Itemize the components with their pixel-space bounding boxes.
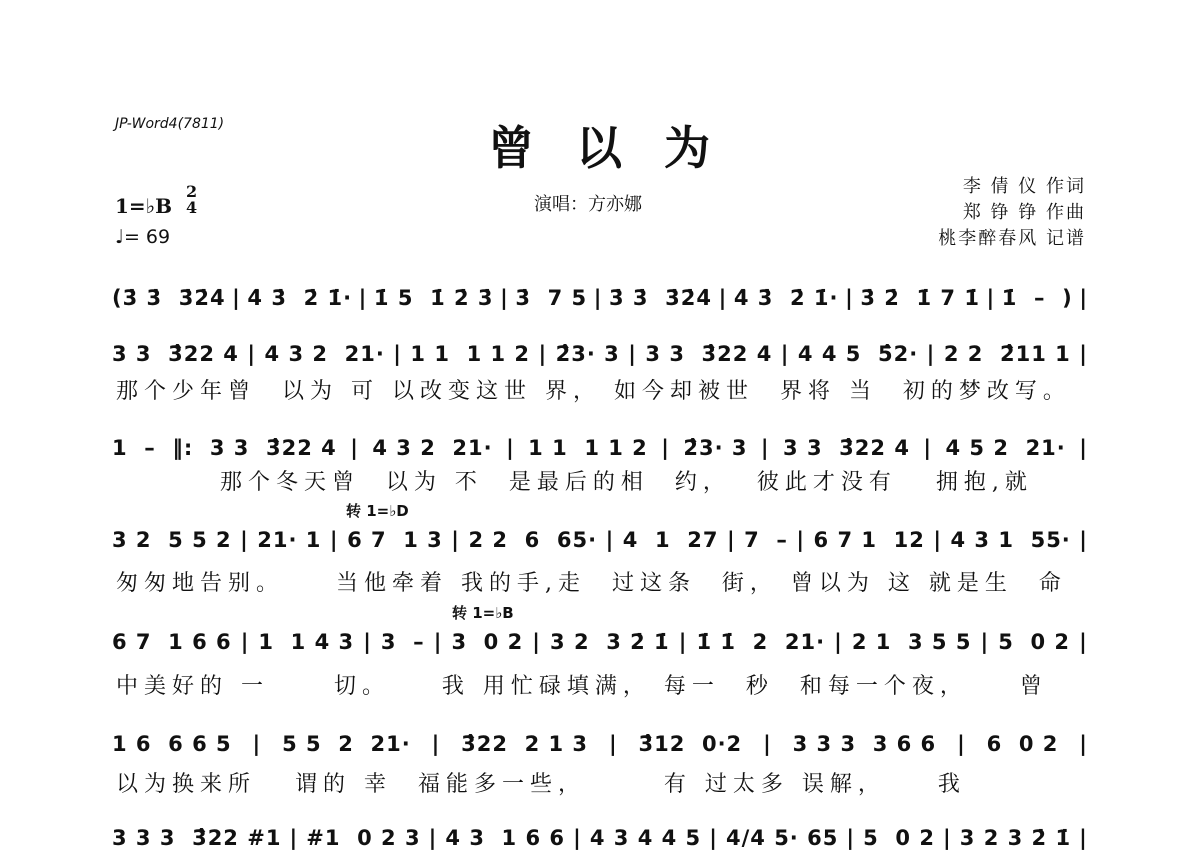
composer-credit: 郑 铮 铮 作曲 [962,202,1086,223]
credits-block [938,174,1086,252]
barline: | [709,826,718,850]
notation-line [112,732,1088,756]
measure: 4 1 27 [622,528,719,552]
measure: 3̇ 7 5 [515,286,588,310]
barline: | [428,826,438,850]
measure: 6 7 1 3 [347,528,443,552]
barline: | [986,286,996,310]
barline: | [943,826,952,850]
singer-label: 演唱：方亦娜 [534,194,642,215]
barline: | [763,732,772,756]
barline: | [608,732,618,756]
barline: | [451,528,460,552]
barline: | [1079,528,1088,552]
notation-line [112,826,1088,850]
barline: | [532,630,541,654]
barline: | [350,436,359,460]
measure: 7 – [744,528,788,552]
modulation-mark: 转 1=♭D [346,502,409,520]
measure: 2 2 2̂11 1 [943,342,1071,366]
barline: | [957,732,966,756]
barline: | [506,436,515,460]
measure: 2 2 6 65· [468,528,598,552]
lyric-line: 以为换来所 谓的 幸 福能多一些， 有 过太多 误解， 我 [116,772,966,797]
notation-line [112,342,1088,366]
measure: 2̂3· 3 [683,436,748,460]
barline: | [718,286,728,310]
song-title: 曾以为 [488,121,752,175]
measure: 6 0 2 [986,732,1059,756]
barline: | [431,732,441,756]
barline: | [393,342,402,366]
barline: | [846,826,856,850]
measure: 1 1 4 3 [258,630,355,654]
measure: 3̇ 3̇ 3̇2̇4̇ [608,286,712,310]
barline: | [1079,732,1088,756]
barline: | [363,630,372,654]
measure: 2̂3· 3 [555,342,620,366]
measure: 3 2 3 2̇ 1̇ [550,630,670,654]
measure: 4 3 2 21· [264,342,385,366]
measure: 1 1 1 1 2 [410,342,531,366]
barline: | [252,732,262,756]
source-label: JP-Word4(7811) [115,116,225,132]
barline: | [678,630,688,654]
measure: 3 2 3 2̇ 1̇ [959,826,1072,850]
barline: | [1079,286,1088,310]
measure: 1̇ 1̇ 2 21· [696,630,826,654]
barline: | [661,436,670,460]
time-signature [186,184,197,216]
barline: | [923,436,933,460]
measure: 1̇ – ) [1001,286,1073,310]
barline: | [538,342,548,366]
barline: | [289,826,299,850]
measure: 6 7 1 6 6 [112,630,232,654]
transcriber-credit: 桃李醉春风 记谱 [938,228,1086,249]
measure: 5 5 2 21· [282,732,411,756]
key-signature: 1=♭B [115,194,173,218]
barline: | [1079,630,1088,654]
measure: 4 4 5 5̂2· [797,342,919,366]
measure: 4 3 2 21· [372,436,493,460]
barline: | [247,342,257,366]
measure: (3̇ 3̇ 3̇2̇4̇ [112,286,226,310]
time-denominator: 4 [186,198,198,217]
lyricist-credit: 李 倩 仪 作词 [962,176,1086,197]
measure: 1 – ‖: 3 3 3̂22 4 [112,436,337,460]
modulation-mark: 转 1=♭B [452,604,514,622]
lyric-line: 那个少年曾 以为 可 以改变这世 界， 如今却被世 界将 当 初的梦改写。 [116,379,1071,404]
lyric-line: 匆匆地告别。 当他牵着 我的手,走 过这条 街， 曾以为 这 就是生 命 [116,571,1067,596]
measure: 5 0 2 [998,630,1071,654]
measure: 3̂22 2 1 3 [461,732,589,756]
barline: | [1079,436,1088,460]
notation-line [112,630,1088,654]
measure: 3 3 3 3 6 6 [792,732,937,756]
measure: 4 5 2 21· [945,436,1066,460]
measure: 3̇ 2̇ 1̇ 7 1̇ [860,286,980,310]
barline: | [726,528,736,552]
barline: | [605,528,615,552]
measure: 6 7 1 12 [813,528,925,552]
measure: 4̇ 3̇ 2̇ 1̇· [247,286,353,310]
barline: | [628,342,637,366]
measure: 3 3 3̂22 4 [783,436,910,460]
measure: 3 – [380,630,425,654]
barline: | [1079,826,1088,850]
measure: 3 3 3 3̂22 #1 [112,826,282,850]
measure: 3 3 3̂22 4 [645,342,773,366]
notation-line [112,436,1088,460]
measure: 3 3 3̂22 4 [112,342,239,366]
measure: 3 0 2 [451,630,524,654]
tempo-marking: ♩= 69 [115,226,171,248]
lyric-line: 那个冬天曾 以为 不 是最后的相 约， 彼此才没有 拥抱,就 [116,470,1033,495]
barline: | [834,630,843,654]
measure: 1 6 6 6 5 [112,732,232,756]
barline: | [1079,342,1088,366]
measure: 21· 1 [257,528,322,552]
barline: | [796,528,806,552]
measure: 3̂12 0·2 [638,732,743,756]
measure: 4̇ 3̇ 2̇ 1̇· [733,286,839,310]
barline: | [980,630,990,654]
measure: #1 0 2 3 [306,826,421,850]
measure: 2 1 3 5 5 [851,630,972,654]
barline: | [780,342,790,366]
barline: | [240,630,250,654]
measure: 5 0 2 [863,826,935,850]
measure: 4/4 5· 65 [725,826,839,850]
barline: | [358,286,368,310]
barline: | [760,436,770,460]
notation-line [112,286,1088,310]
lyric-line: 中美好的 一 切。 我 用忙碌填满， 每一 秒 和每一个夜， 曾 [116,674,1048,699]
barline: | [933,528,942,552]
barline: | [240,528,249,552]
barline: | [329,528,339,552]
measure: 4 3 1 6 6 [445,826,566,850]
barline: | [593,286,603,310]
barline: | [845,286,854,310]
barline: | [232,286,241,310]
time-numerator: 2 [186,182,198,201]
measure: 1̇ 5 1̇ 2̇ 3̇ [373,286,494,310]
measure: 1 1 1 1 2 [528,436,648,460]
barline: | [926,342,936,366]
barline: | [500,286,509,310]
measure: 4 3 4 4 5 [589,826,702,850]
notation-line [112,528,1088,552]
measure: 4 3 1 55· [950,528,1071,552]
measure: 3 2 5 5 2 [112,528,232,552]
barline: | [433,630,443,654]
barline: | [573,826,582,850]
